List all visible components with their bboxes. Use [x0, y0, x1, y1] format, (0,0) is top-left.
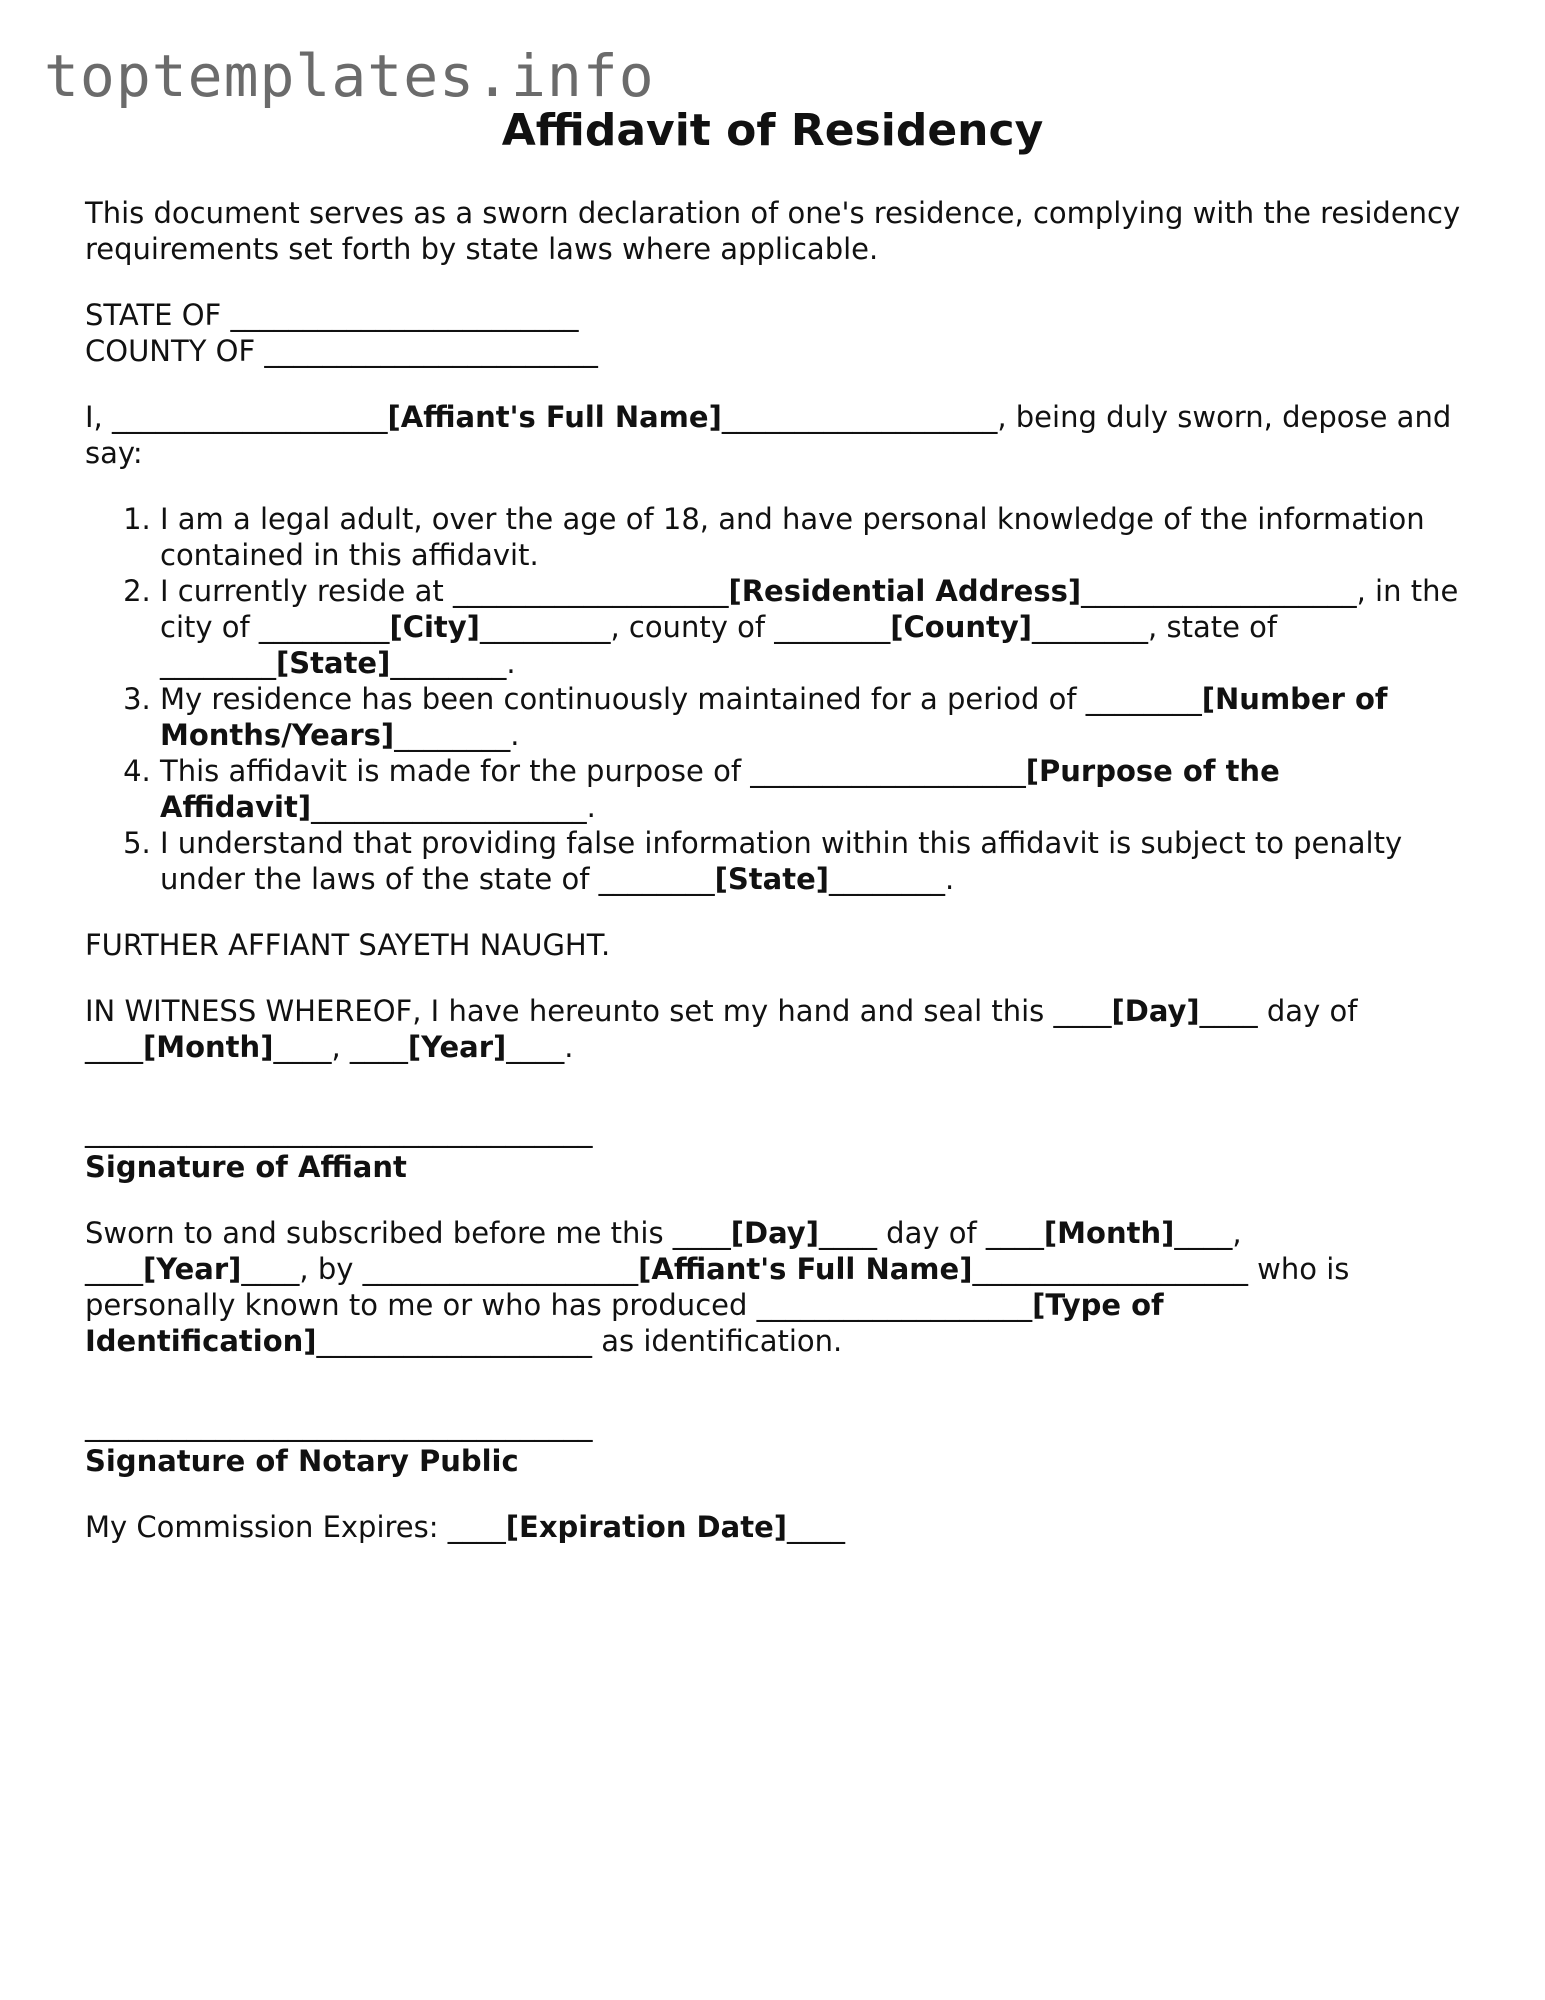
witness-text: ____ day of ____ — [85, 994, 1358, 1064]
witness-text: ____, ____ — [273, 1030, 408, 1064]
commission-line — [85, 1509, 1465, 1545]
document-body — [85, 195, 1465, 1545]
sworn-text: ____, by ___________________ — [241, 1252, 639, 1286]
list-item — [160, 825, 1465, 897]
month-field: [Month] — [143, 1030, 274, 1064]
duration-field: [Number of Months/Years] — [160, 682, 1388, 752]
year-field: [Year] — [143, 1252, 242, 1286]
item-text: This affidavit is made for the purpose of ___________________ — [160, 754, 1026, 788]
affiant-name-field: [Affiant's Full Name] — [638, 1252, 973, 1286]
sworn-text: ___________________ as identification. — [316, 1324, 843, 1358]
purpose-field: [Purpose of the Affidavit] — [160, 754, 1280, 824]
list-item — [160, 573, 1465, 681]
city-field: [City] — [389, 610, 480, 644]
sworn-text: ____ day of ____ — [818, 1216, 1044, 1250]
sworn-text: Sworn to and subscribed before me this ____ — [85, 1216, 731, 1250]
oath-suffix: ___________________, being duly sworn, depose and say: — [85, 400, 1452, 470]
watermark-text: toptemplates.info — [44, 42, 655, 110]
affiant-name-field: [Affiant's Full Name] — [387, 400, 722, 434]
sworn-text: ____, ____ — [85, 1216, 1242, 1286]
item-text: I am a legal adult, over the age of 18, and have personal knowledge of the information contained in this affidavit. — [160, 502, 1425, 572]
item-text: I understand that providing false information within this affidavit is subject to penalty under the laws of the state of ________ — [160, 826, 1403, 896]
item-text: My residence has been continuously maintained for a period of ________ — [160, 682, 1202, 716]
county-of-line: COUNTY OF _______________________ — [85, 334, 598, 368]
oath-prefix: I, ___________________ — [85, 400, 388, 434]
county-field: [County] — [890, 610, 1033, 644]
witness-paragraph — [85, 993, 1465, 1065]
oath-paragraph — [85, 399, 1465, 471]
list-item — [160, 501, 1465, 573]
identification-type-field: [Type of Identification] — [85, 1288, 1164, 1358]
sworn-text: ___________________ who is personally known to me or who has produced ___________________ — [85, 1252, 1350, 1322]
list-item — [160, 681, 1465, 753]
item-text: ___________________. — [311, 790, 596, 824]
residential-address-field: [Residential Address] — [728, 574, 1082, 608]
item-text: ________. — [394, 718, 520, 752]
item-text: ________. — [390, 646, 516, 680]
document-title: Affidavit of Residency — [501, 105, 1044, 156]
item-text: I currently reside at ___________________ — [160, 574, 729, 608]
sworn-paragraph — [85, 1215, 1465, 1359]
affiant-signature-line: ___________________________________ — [85, 1114, 593, 1148]
declaration-list — [85, 501, 1465, 897]
item-text: ________, state of ________ — [160, 610, 1278, 680]
month-field: [Month] — [1043, 1216, 1175, 1250]
intro-paragraph: This document serves as a sworn declaration of one's residence, complying with the residency requirements set forth by state laws where applicable. — [85, 196, 1461, 266]
state-field: [State] — [276, 646, 391, 680]
state-field: [State] — [714, 862, 830, 896]
further-affiant-line: FURTHER AFFIANT SAYETH NAUGHT. — [85, 928, 611, 962]
item-text: ________. — [829, 862, 955, 896]
witness-text: ____. — [506, 1030, 574, 1064]
notary-signature-line: ___________________________________ — [85, 1408, 593, 1442]
witness-text: IN WITNESS WHEREOF, I have hereunto set my hand and seal this ____ — [85, 994, 1112, 1028]
item-text: ___________________, in the city of _________ — [160, 574, 1459, 644]
item-text: _________, county of ________ — [479, 610, 891, 644]
commission-text: My Commission Expires: ____ — [85, 1510, 506, 1544]
expiration-date-field: [Expiration Date] — [505, 1510, 787, 1544]
list-item — [160, 753, 1465, 825]
year-field: [Year] — [407, 1030, 507, 1064]
affiant-signature-label: Signature of Affiant — [85, 1150, 407, 1184]
day-field: [Day] — [1111, 994, 1200, 1028]
commission-text: ____ — [787, 1510, 845, 1544]
day-field: [Day] — [730, 1216, 819, 1250]
state-of-line: STATE OF ________________________ — [85, 298, 579, 332]
notary-signature-label: Signature of Notary Public — [85, 1444, 519, 1478]
